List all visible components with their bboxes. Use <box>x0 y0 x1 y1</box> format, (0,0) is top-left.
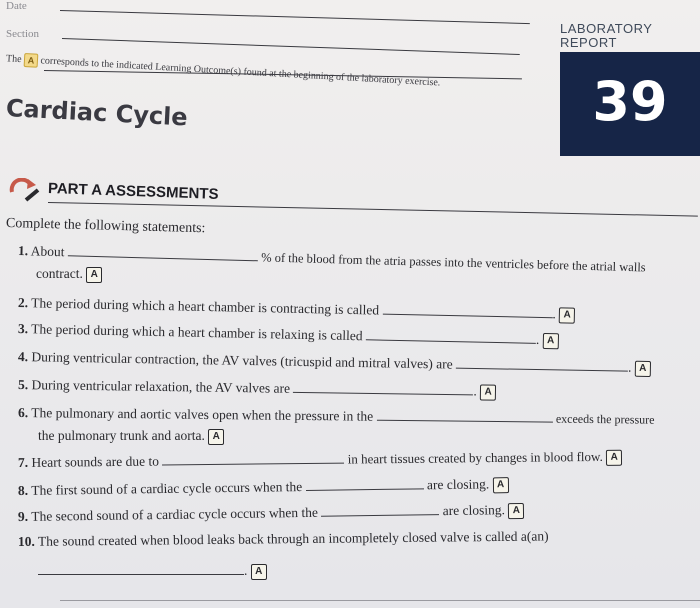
answer-field-9[interactable] <box>321 502 439 517</box>
learning-outcome-icon: A <box>86 267 102 283</box>
question-6-continued: the pulmonary trunk and aorta. A <box>38 428 224 445</box>
answer-field-3[interactable] <box>366 327 536 344</box>
date-label: Date <box>6 0 27 12</box>
part-a-heading: PART A ASSESSMENTS <box>47 180 219 203</box>
instructions: Complete the following statements: <box>5 216 206 237</box>
answer-field-6[interactable] <box>376 408 552 423</box>
question-1: 1. About % of the blood from the atria passes into the ventricles before the atrial walls <box>17 243 646 275</box>
section-line[interactable] <box>62 38 520 55</box>
section-label: Section <box>6 28 39 40</box>
learning-outcome-note: The A corresponds to the indicated Learning Outcome(s) found at the beginning of the laboratory exercise. <box>5 53 441 89</box>
bottom-rule <box>60 600 700 601</box>
question-1-continued: contract. A <box>36 266 102 283</box>
question-6: 6. The pulmonary and aortic valves open when the pressure in the exceeds the pressure <box>17 405 655 427</box>
question-7: 7. Heart sounds are due to in heart tissues created by changes in blood flow. A <box>18 448 622 472</box>
cycle-arrows-icon <box>8 178 42 202</box>
lab-report-label: LABORATORY REPORT <box>560 21 653 50</box>
answer-field-4[interactable] <box>456 356 628 372</box>
answer-field-10[interactable] <box>38 562 244 575</box>
learning-outcome-icon: A <box>635 361 651 377</box>
date-line[interactable] <box>60 10 530 24</box>
learning-outcome-icon: A <box>251 564 267 580</box>
learning-outcome-icon: A <box>208 429 224 445</box>
answer-field-7[interactable] <box>162 451 344 466</box>
page-title: Cardiac Cycle <box>5 94 189 132</box>
learning-outcome-icon: A <box>559 307 575 323</box>
answer-field-8[interactable] <box>306 476 424 491</box>
question-8: 8. The first sound of a cardiac cycle occurs when the are closing. A <box>18 475 509 500</box>
answer-field-2[interactable] <box>382 302 552 319</box>
lab-number: 39 <box>592 70 668 133</box>
answer-field-5[interactable] <box>293 380 473 396</box>
question-3: 3. The period during which a heart chamber is relaxing is called . A <box>18 320 559 349</box>
part-a-rule <box>48 202 698 217</box>
learning-outcome-icon: A <box>542 333 558 349</box>
learning-outcome-icon: A <box>480 384 496 400</box>
question-2: 2. The period during which a heart chamber is contracting is called . A <box>18 294 576 324</box>
question-4: 4. During ventricular contraction, the AV valves (tricuspid and mitral valves) are . A <box>18 348 651 377</box>
question-10: 10. The sound created when blood leaks back through an incompletely closed valve is called a(an) <box>17 528 549 549</box>
learning-outcome-icon: A <box>492 477 508 493</box>
question-9: 9. The second sound of a cardiac cycle occurs when the are closing. A <box>18 501 525 526</box>
learning-outcome-icon: A <box>24 53 39 68</box>
learning-outcome-icon: A <box>606 450 622 466</box>
question-10-continued: . A <box>38 562 267 580</box>
question-5: 5. During ventricular relaxation, the AV valves are . A <box>18 376 496 401</box>
answer-field-1[interactable] <box>68 243 258 261</box>
learning-outcome-icon: A <box>508 503 524 519</box>
lab-number-box <box>560 52 700 156</box>
